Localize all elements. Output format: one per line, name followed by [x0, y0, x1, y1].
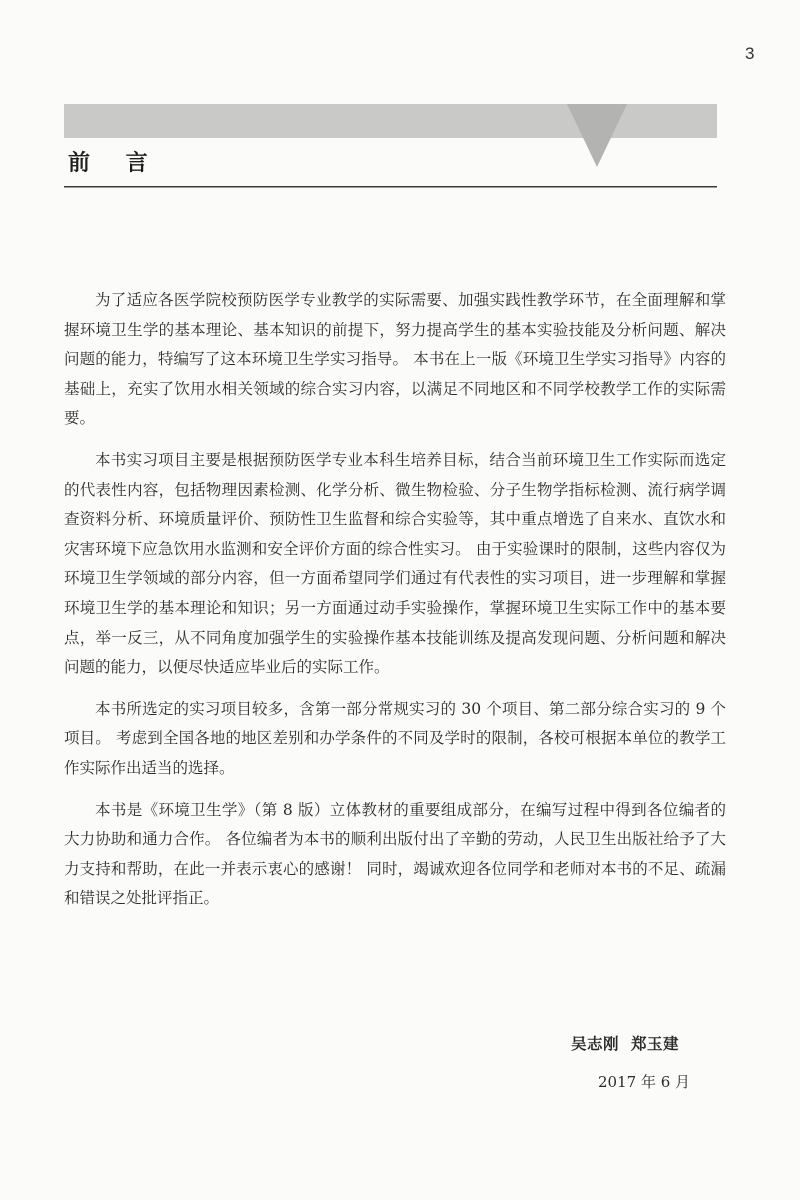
chapter-title: 前 言 [68, 151, 162, 176]
preface-body [64, 286, 726, 926]
author-name-2: 郑玉建 [631, 1035, 680, 1053]
preface-date: 2017 年 6 月 [598, 1073, 691, 1091]
header-gray-band [64, 104, 717, 138]
paragraph-2: 本书实习项目主要是根据预防医学专业本科生培养目标，结合当前环境卫生工作实际而选定的代表性内容，包括物理因素检测、化学分析、微生物检验、分子生物学指标检测、流行病学调查资料分析、环境质量评价、预防性卫生监督和综合实验等，其中重点增选了自来水、直饮水和灾害环境下应急饮用水监测和安全评价方面的综合性实习。 由于实验课时的限制，这些内容仅为环境卫生学领域的部分内容，但一方面希望同学们通过有代表性的实习项目，进一步理解和掌握环境卫生学的基本理论和知识；另一方面通过动手实验操作，掌握环境卫生实际工作中的基本要点，举一反三，从不同角度加强学生的实验操作基本技能训练及提高发现问题、分析问题和解决问题的能力，以便尽快适应毕业后的实际工作。 [64, 450, 726, 677]
header-rule [64, 186, 717, 188]
paragraph-4: 本书是《环境卫生学》（第 8 版）立体教材的重要组成部分，在编写过程中得到各位编者的大力协助和通力合作。 各位编者为本书的顺利出版付出了辛勤的劳动，人民卫生出版社给予了大力支持和帮助，在此一并表示衷心的感谢！ 同时，竭诚欢迎各位同学和老师对本书的不足、疏漏和错误之处批评指正。 [64, 800, 726, 908]
paragraph-1: 为了适应各医学院校预防医学专业教学的实际需要、加强实践性教学环节，在全面理解和掌握环境卫生学的基本理论、基本知识的前提下，努力提高学生的基本实验技能及分析问题、解决问题的能力，特编写了这本环境卫生学实习指导。 本书在上一版《环境卫生学实习指导》内容的基础上，充实了饮用水相关领域的综合实习内容，以满足不同地区和不同学校教学工作的实际需要。 [64, 291, 726, 428]
paragraph-3: 本书所选定的实习项目较多，含第一部分常规实习的 30 个项目、第二部分综合实习的 9 个项目。 考虑到全国各地的地区差别和办学条件的不同及学时的限制，各校可根据本单位的教学工作实际作出适当的选择。 [64, 699, 726, 777]
page-number: 3 [745, 44, 755, 63]
author-name-1: 吴志刚 [571, 1035, 620, 1053]
author-signature [571, 1032, 679, 1054]
header-triangle-icon [567, 104, 627, 167]
